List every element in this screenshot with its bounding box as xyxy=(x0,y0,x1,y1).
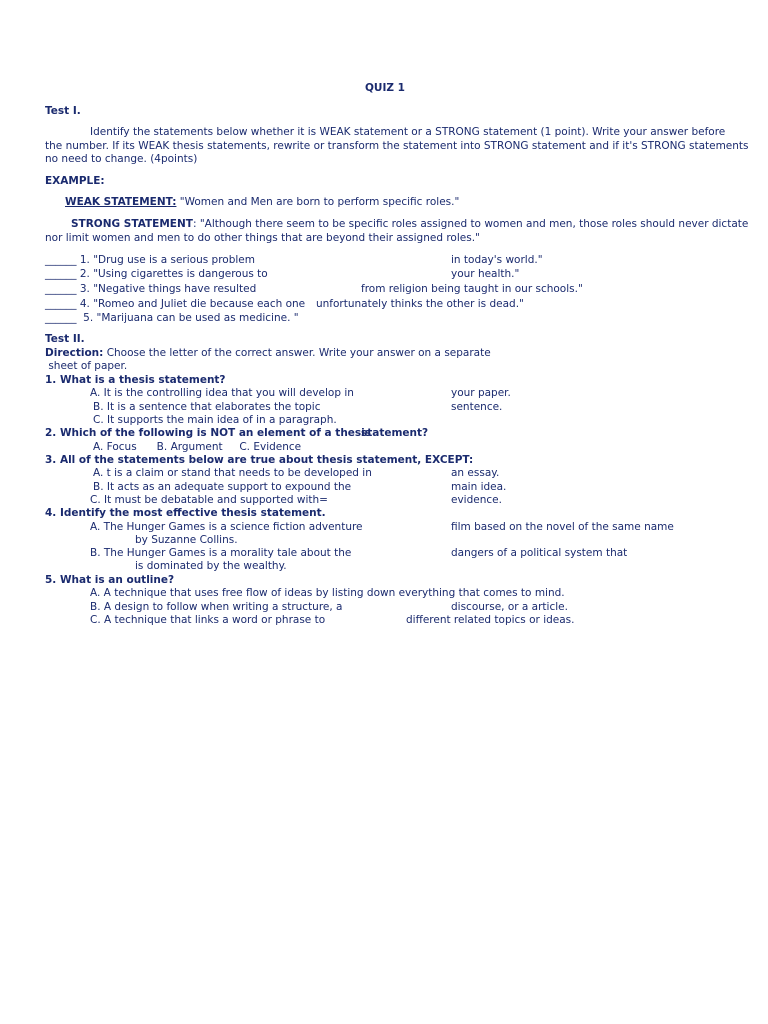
question-2: 2. Which of the following is NOT an element of a thesis xyxy=(45,427,372,439)
test1-item-3: ______ 3. "Negative things have resulted xyxy=(45,283,257,295)
q4-option-b-end: dangers of a political system that xyxy=(451,547,628,559)
q5-option-c-end: different related topics or ideas. xyxy=(406,614,575,626)
q3-option-c-end: evidence. xyxy=(451,494,502,506)
test1-item-4: ______ 4. "Romeo and Juliet die because each one xyxy=(45,298,306,310)
test1-item-1: ______ 1. "Drug use is a serious problem xyxy=(45,254,255,266)
test1-item-2-end: your health." xyxy=(451,268,520,280)
q5-option-b-end: discourse, or a article. xyxy=(451,601,568,613)
strong-label: STRONG STATEMENT xyxy=(71,218,193,230)
q4-option-a-cont: by Suzanne Collins. xyxy=(135,534,238,546)
test1-heading: Test I. xyxy=(45,105,81,117)
strong-example xyxy=(71,218,748,231)
test2-heading: Test II. xyxy=(45,333,85,345)
q4-option-a: A. The Hunger Games is a science fiction adventure xyxy=(90,521,363,533)
test1-item-2: ______ 2. "Using cigarettes is dangerous to xyxy=(45,268,268,280)
q4-option-b: B. The Hunger Games is a morality tale about the xyxy=(90,547,352,559)
q3-option-a-end: an essay. xyxy=(451,467,500,479)
test1-item-3-end: from religion being taught in our schools." xyxy=(361,283,583,295)
q4-option-b-cont: is dominated by the wealthy. xyxy=(135,560,287,572)
weak-example xyxy=(65,196,459,209)
question-2-end: statement? xyxy=(361,427,429,439)
q3-option-b-end: main idea. xyxy=(451,481,507,493)
weak-text: "Women and Men are born to perform specific roles." xyxy=(176,196,460,208)
quiz-title: QUIZ 1 xyxy=(365,82,405,94)
q1-option-c: C. It supports the main idea of in a paragraph. xyxy=(93,414,337,426)
q1-option-a: A. It is the controlling idea that you will develop in xyxy=(90,387,354,399)
q2-options: A. Focus B. Argument C. Evidence xyxy=(93,441,302,453)
q5-option-c: C. A technique that links a word or phrase to xyxy=(90,614,326,626)
direction-label: Direction: xyxy=(45,347,104,359)
q1-option-b: B. It is a sentence that elaborates the topic xyxy=(93,401,321,413)
test1-item-5: ______ 5. "Marijuana can be used as medicine. " xyxy=(45,312,299,324)
example-label: EXAMPLE: xyxy=(45,175,105,187)
q4-option-a-end: film based on the novel of the same name xyxy=(451,521,674,533)
q5-option-b: B. A design to follow when writing a structure, a xyxy=(90,601,343,613)
test1-instructions-line1: Identify the statements below whether it is WEAK statement or a STRONG statement (1 point). Write your answer before xyxy=(90,126,726,138)
question-5: 5. What is an outline? xyxy=(45,574,175,586)
test1-instructions-line2: the number. If its WEAK thesis statements, rewrite or transform the statement into STRONG statement and if it's STRONG statements xyxy=(45,140,749,152)
test1-item-4-end: unfortunately thinks the other is dead." xyxy=(316,298,524,310)
direction-cont: sheet of paper. xyxy=(45,360,128,372)
weak-label: WEAK STATEMENT: xyxy=(65,196,177,208)
q1-option-a-end: your paper. xyxy=(451,387,511,399)
strong-example-cont: nor limit women and men to do other things that are beyond their assigned roles." xyxy=(45,232,480,244)
q1-option-b-end: sentence. xyxy=(451,401,503,413)
direction xyxy=(45,347,491,360)
question-3: 3. All of the statements below are true about thesis statement, EXCEPT: xyxy=(45,454,474,466)
question-4: 4. Identify the most effective thesis statement. xyxy=(45,507,326,519)
test1-item-1-end: in today's world." xyxy=(451,254,543,266)
direction-text: Choose the letter of the correct answer. Write your answer on a separate xyxy=(103,347,491,359)
q3-option-b: B. It acts as an adequate support to expound the xyxy=(93,481,352,493)
q3-option-c: C. It must be debatable and supported with= xyxy=(90,494,328,506)
question-1: 1. What is a thesis statement? xyxy=(45,374,226,386)
q3-option-a: A. t is a claim or stand that needs to be developed in xyxy=(93,467,372,479)
q5-option-a: A. A technique that uses free flow of ideas by listing down everything that comes to mind. xyxy=(90,587,565,599)
test1-instructions-line3: no need to change. (4points) xyxy=(45,153,198,165)
strong-text: : "Although there seem to be specific roles assigned to women and men, those roles should never dictate xyxy=(192,218,749,230)
